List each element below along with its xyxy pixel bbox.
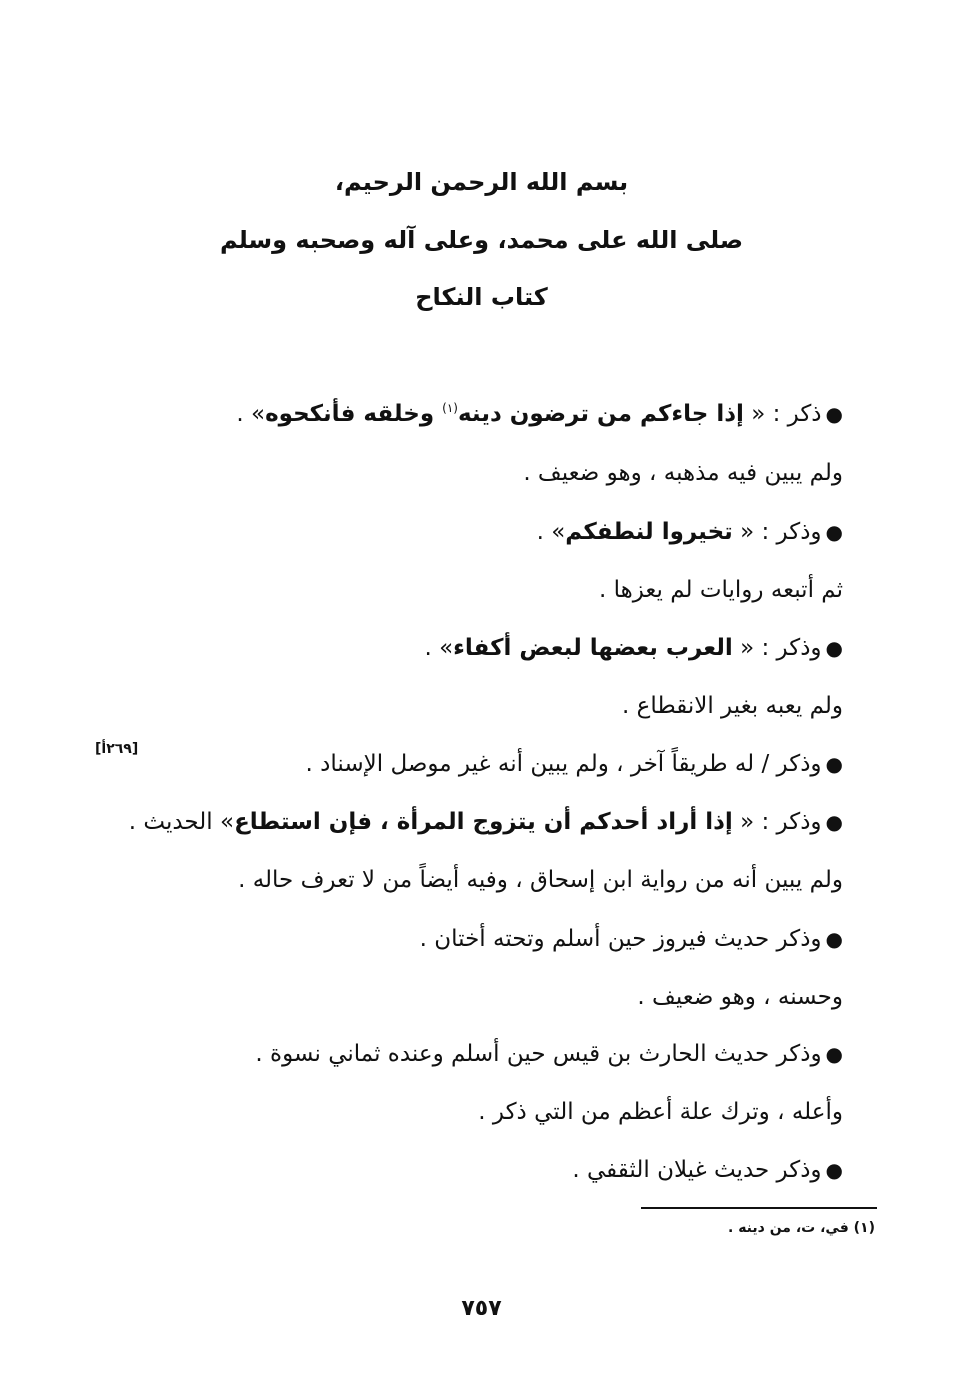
text-line [478, 1096, 843, 1128]
text-line [622, 690, 843, 722]
line-prefix: وذكر : « [732, 635, 822, 661]
line-suffix: » . [236, 401, 266, 427]
line-suffix: » الحديث . [128, 809, 235, 835]
bullet-icon: ● [825, 810, 843, 834]
hadith-quote: إذا جاءكم من ترضون دينه [457, 401, 744, 427]
text-line [306, 748, 843, 780]
line-prefix: وذكر : « [732, 519, 822, 545]
salawat-heading: صلى الله على محمد، وعلى آله وصحبه وسلم [219, 226, 744, 254]
line-text: ولم يعبه بغير الانقطاع . [621, 693, 843, 719]
line-prefix: وذكر : « [732, 809, 822, 835]
line-text: وذكر حديث فيروز حين أسلم وتحته أختان . [419, 926, 822, 952]
footnote-text: (١) في، ت، من دينه . [728, 1220, 875, 1236]
hadith-quote: إذا أراد أحدكم أن يتزوج المرأة ، فإن استطاع [234, 809, 733, 835]
line-text: وذكر / له طريقاً آخر ، ولم يبين أنه غير موصل الإسناد . [305, 751, 822, 777]
book-title: كتاب النكاح [415, 283, 548, 311]
line-suffix: » . [424, 635, 454, 661]
bullet-icon: ● [825, 1158, 843, 1182]
line-text: وذكر حديث الحارث بن قيس حين أسلم وعنده ثماني نسوة . [255, 1041, 822, 1067]
basmala-heading: بسم الله الرحمن الرحيم، [334, 168, 629, 196]
text-line [637, 981, 843, 1013]
footnote-divider [641, 1207, 877, 1209]
line-text: ولم يبين أنه من رواية ابن إسحاق ، وفيه أيضاً من لا تعرف حاله . [238, 867, 843, 893]
page-number: ٧٥٧ [461, 1296, 502, 1321]
text-line [523, 457, 843, 489]
text-line [238, 864, 843, 896]
text-line [129, 806, 843, 838]
bullet-icon: ● [825, 752, 843, 776]
hadith-quote: تخيروا لنطفكم [565, 519, 733, 545]
text-line [255, 1038, 843, 1070]
hadith-quote: العرب بعضها لبعض أكفاء [453, 635, 733, 661]
bullet-icon: ● [825, 402, 843, 426]
line-text: ولم يبين فيه مذهبه ، وهو ضعيف . [523, 460, 843, 486]
text-line [424, 632, 843, 664]
footnote-reference[interactable]: (١) [442, 401, 458, 415]
bullet-icon: ● [825, 1042, 843, 1066]
bullet-icon: ● [825, 520, 843, 544]
bullet-icon: ● [825, 636, 843, 660]
line-prefix: ذكر : « [743, 401, 822, 427]
line-text: وأعله ، وترك علة أعظم من التي ذكر . [478, 1099, 843, 1125]
line-suffix: » . [536, 519, 566, 545]
text-line [599, 574, 843, 606]
line-text: وحسنه ، وهو ضعيف . [637, 984, 843, 1010]
manuscript-folio-marker: [٢٦٩أ] [95, 741, 139, 757]
text-line [572, 1154, 843, 1186]
bullet-icon: ● [825, 927, 843, 951]
text-line [420, 923, 843, 955]
line-text: وذكر حديث غيلان الثقفي . [572, 1157, 822, 1183]
text-line [236, 398, 843, 433]
text-line [537, 516, 843, 548]
line-text: ثم أتبعه روايات لم يعزها . [598, 577, 843, 603]
hadith-quote-continued: وخلقه فأنكحوه [265, 401, 443, 427]
